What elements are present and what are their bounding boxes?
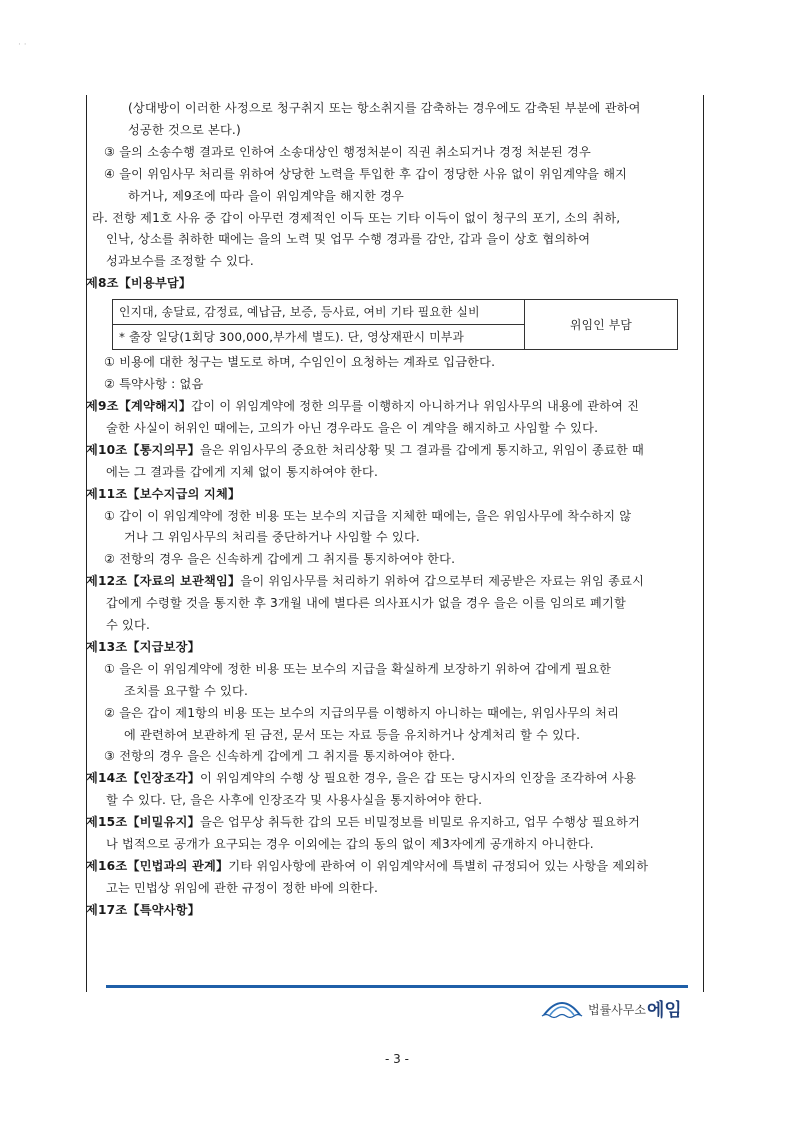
article-16-title: 제16조【민법과의 관계】 — [86, 859, 229, 873]
cost-table-row1: 인지대, 송달료, 감정료, 예납금, 보증, 등사료, 여비 기타 필요한 실비 — [113, 300, 525, 325]
text-line: 성공한 것으로 본다.) — [128, 122, 241, 137]
text-line: ③ 전항의 경우 을은 신속하게 갑에게 그 취지를 통지하여야 한다. — [104, 749, 456, 764]
text-line: ② 전항의 경우 을은 신속하게 갑에게 그 취지를 통지하여야 한다. — [104, 552, 456, 567]
text-line: 에는 그 결과를 갑에게 지체 없이 통지하여야 한다. — [106, 464, 379, 479]
wave-logo-icon — [540, 995, 584, 1023]
article-8-title: 제8조【비용부담】 — [86, 276, 192, 291]
scan-artifact: · · — [18, 40, 27, 50]
page-number: - 3 - — [385, 1052, 409, 1066]
text-line: 나 법적으로 공개가 요구되는 경우 이외에는 갑의 동의 없이 제3자에게 공개하지 아니한다. — [106, 837, 594, 852]
text-line: 할 수 있다. 단, 을은 사후에 인장조각 및 사용사실을 통지하여야 한다. — [106, 793, 483, 808]
article-9-title: 제9조【계약해지】 — [86, 398, 192, 413]
text-line: ① 을은 이 위임계약에 정한 비용 또는 보수의 지급을 확실하게 보장하기 위하여 갑에게 필요한 — [104, 661, 612, 676]
article-17-title: 제17조【특약사항】 — [86, 902, 200, 917]
cost-table-bearer: 위임인 부담 — [525, 300, 678, 350]
text-line: ④ 을이 위임사무 처리를 위하여 상당한 노력을 투입한 후 갑이 정당한 사유 없이 위임계약을 해지 — [104, 166, 628, 181]
text-line: 인낙, 상소를 취하한 때에는 을의 노력 및 업무 수행 경과를 감안, 갑과 을이 상호 협의하여 — [106, 232, 591, 247]
text-line: 성과보수를 조정할 수 있다. — [106, 254, 255, 269]
text-line: 이 위임계약의 수행 상 필요한 경우, 을은 갑 또는 당시자의 인장을 조각하여 사용 — [199, 771, 637, 786]
article-11-title: 제11조【보수지급의 지체】 — [86, 486, 241, 501]
text-line: 하거나, 제9조에 따라 을이 위임계약을 해지한 경우 — [128, 188, 404, 203]
text-line: (상대방이 이러한 사정으로 청구취지 또는 항소취지를 감축하는 경우에도 감축된 부분에 관하여 — [128, 101, 641, 115]
footer-rule — [106, 985, 688, 988]
cost-table — [112, 299, 678, 350]
text-line: 술한 사실이 허위인 때에는, 고의가 아닌 경우라도 을은 이 계약을 해지하고 사임할 수 있다. — [106, 420, 599, 435]
text-line: 기타 위임사항에 관하여 이 위임계약서에 특별히 규정되어 있는 사항을 제외하 — [228, 859, 649, 873]
text-line: ③ 을의 소송수행 결과로 인하여 소송대상인 행정처분이 직권 취소되거나 경정 처분된 경우 — [104, 144, 591, 159]
text-line: 라. 전항 제1호 사유 중 갑이 아무런 경제적인 이득 또는 기타 이득이 없이 청구의 포기, 소의 취하, — [92, 210, 621, 225]
text-line: ② 을은 갑이 제1항의 비용 또는 보수의 지급의무를 이행하지 아니하는 때에는, 위임사무의 처리 — [104, 705, 620, 720]
text-line: 에 관련하여 보관하게 된 금전, 문서 또는 자료 등을 유치하거나 상계처리 할 수 있다. — [124, 727, 581, 742]
text-line: 갑에게 수령할 것을 통지한 후 3개월 내에 별다른 의사표시가 없을 경우 을은 이를 임의로 폐기할 — [106, 596, 626, 611]
article-10-title: 제10조【통지의무】 — [86, 442, 200, 457]
document-body — [86, 98, 702, 922]
text-line: 갑이 이 위임계약에 정한 의무를 이행하지 아니하거나 위임사무의 내용에 관하여 진 — [191, 398, 640, 413]
text-line: 고는 민법상 위임에 관한 규정이 정한 바에 의한다. — [106, 880, 379, 895]
text-line: ① 갑이 이 위임계약에 정한 비용 또는 보수의 지급을 지체한 때에는, 을은 위임사무에 착수하지 않 — [104, 508, 632, 523]
text-line: ② 특약사항 : 없음 — [104, 377, 204, 392]
text-line: 을은 업무상 취득한 갑의 모든 비밀정보를 비밀로 유지하고, 업무 수행상 필요하거 — [199, 815, 640, 830]
text-line: 을이 위임사무를 처리하기 위하여 갑으로부터 제공받은 자료는 위임 종료시 — [240, 574, 645, 589]
text-line: ① 비용에 대한 청구는 별도로 하며, 수임인이 요청하는 계좌로 입금한다. — [104, 355, 496, 370]
text-line: 을은 위임사무의 중요한 처리상황 및 그 결과를 갑에게 통지하고, 위임이 종료한 때 — [199, 442, 644, 457]
text-line: 수 있다. — [106, 618, 151, 633]
firm-logo — [540, 994, 700, 1024]
text-line: 거나 그 위임사무의 처리를 중단하거나 사임할 수 있다. — [124, 530, 421, 545]
cost-table-row2: * 출장 일당(1회당 300,000,부가세 별도). 단, 영상재판시 미부과 — [113, 325, 525, 350]
article-13-title: 제13조【지급보장】 — [86, 639, 200, 654]
firm-name-small: 법률사무소 — [588, 1002, 646, 1017]
firm-name-big: 에임 — [646, 1000, 682, 1021]
article-15-title: 제15조【비밀유지】 — [86, 815, 200, 830]
text-line: 조치를 요구할 수 있다. — [124, 683, 249, 698]
article-14-title: 제14조【인장조각】 — [86, 771, 200, 786]
article-12-title: 제12조【자료의 보관책임】 — [86, 574, 241, 589]
